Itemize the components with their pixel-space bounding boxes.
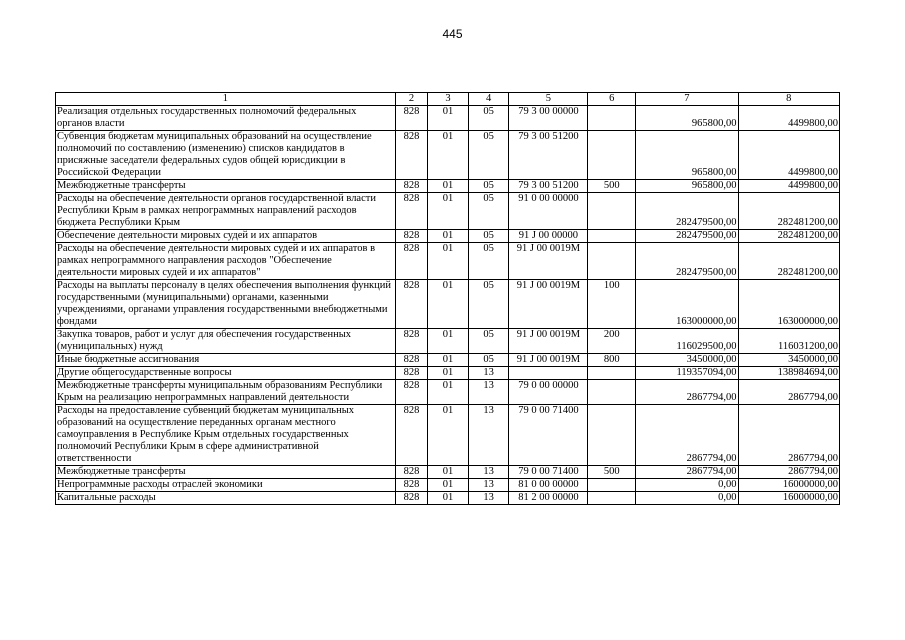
column-header: 5	[509, 93, 588, 106]
column-header: 1	[56, 93, 396, 106]
subsection-code: 05	[468, 180, 509, 193]
amount-column-7: 965800,00	[636, 180, 738, 193]
amount-column-8: 4499800,00	[738, 180, 839, 193]
table-row	[56, 492, 840, 505]
target-article-code: 79 3 00 51200	[509, 180, 588, 193]
target-article-code: 79 0 00 71400	[509, 405, 588, 466]
department-code: 828	[395, 180, 427, 193]
expense-name: Реализация отдельных государственных полномочий федеральных органов власти	[56, 106, 396, 131]
department-code: 828	[395, 479, 427, 492]
amount-column-7: 282479500,00	[636, 193, 738, 230]
table-row	[56, 329, 840, 354]
column-header: 8	[738, 93, 839, 106]
amount-column-8: 163000000,00	[738, 280, 839, 329]
table-row	[56, 466, 840, 479]
table-row	[56, 106, 840, 131]
section-code: 01	[428, 466, 469, 479]
section-code: 01	[428, 193, 469, 230]
department-code: 828	[395, 329, 427, 354]
subsection-code: 13	[468, 492, 509, 505]
section-code: 01	[428, 180, 469, 193]
department-code: 828	[395, 380, 427, 405]
expense-type-code	[588, 492, 636, 505]
target-article-code	[509, 367, 588, 380]
amount-column-8: 138984694,00	[738, 367, 839, 380]
amount-column-7: 116029500,00	[636, 329, 738, 354]
department-code: 828	[395, 131, 427, 180]
target-article-code: 91 J 00 0019М	[509, 329, 588, 354]
table-row	[56, 180, 840, 193]
target-article-code: 91 0 00 00000	[509, 193, 588, 230]
amount-column-7: 2867794,00	[636, 405, 738, 466]
subsection-code: 05	[468, 354, 509, 367]
column-header: 6	[588, 93, 636, 106]
department-code: 828	[395, 354, 427, 367]
amount-column-7: 2867794,00	[636, 466, 738, 479]
expense-type-code	[588, 106, 636, 131]
department-code: 828	[395, 405, 427, 466]
subsection-code: 05	[468, 280, 509, 329]
table-row	[56, 280, 840, 329]
section-code: 01	[428, 131, 469, 180]
table-row	[56, 380, 840, 405]
amount-column-7: 119357094,00	[636, 367, 738, 380]
amount-column-7: 0,00	[636, 492, 738, 505]
target-article-code: 79 3 00 51200	[509, 131, 588, 180]
amount-column-7: 0,00	[636, 479, 738, 492]
subsection-code: 13	[468, 466, 509, 479]
department-code: 828	[395, 230, 427, 243]
subsection-code: 05	[468, 193, 509, 230]
expense-type-code	[588, 367, 636, 380]
page-number: 445	[442, 27, 463, 41]
expense-name: Субвенция бюджетам муниципальных образований на осуществление полномочий по составлению (изменению) списков кандидатов в присяжные заседатели федеральных судов общей юрисдикции в Российской Федерации	[56, 131, 396, 180]
amount-column-7: 282479500,00	[636, 230, 738, 243]
department-code: 828	[395, 193, 427, 230]
department-code: 828	[395, 243, 427, 280]
subsection-code: 05	[468, 131, 509, 180]
table-row	[56, 230, 840, 243]
column-header: 2	[395, 93, 427, 106]
amount-column-8: 4499800,00	[738, 106, 839, 131]
table-row	[56, 405, 840, 466]
subsection-code: 13	[468, 380, 509, 405]
amount-column-8: 16000000,00	[738, 479, 839, 492]
subsection-code: 05	[468, 329, 509, 354]
amount-column-7: 965800,00	[636, 131, 738, 180]
amount-column-8: 2867794,00	[738, 380, 839, 405]
section-code: 01	[428, 380, 469, 405]
expense-name: Закупка товаров, работ и услуг для обеспечения государственных (муниципальных) нужд	[56, 329, 396, 354]
amount-column-7: 3450000,00	[636, 354, 738, 367]
department-code: 828	[395, 492, 427, 505]
target-article-code: 79 3 00 00000	[509, 106, 588, 131]
amount-column-8: 282481200,00	[738, 193, 839, 230]
expense-name: Расходы на предоставление субвенций бюджетам муниципальных образований на осуществление переданных органам местного самоуправления в Республике Крым отдельных государственных полномочий Республики Крым в сфере административной ответственности	[56, 405, 396, 466]
section-code: 01	[428, 354, 469, 367]
subsection-code: 13	[468, 405, 509, 466]
expense-name: Межбюджетные трансферты	[56, 180, 396, 193]
amount-column-7: 163000000,00	[636, 280, 738, 329]
expense-type-code	[588, 193, 636, 230]
section-code: 01	[428, 367, 469, 380]
section-code: 01	[428, 106, 469, 131]
section-code: 01	[428, 280, 469, 329]
target-article-code: 79 0 00 71400	[509, 466, 588, 479]
amount-column-7: 2867794,00	[636, 380, 738, 405]
column-header: 4	[468, 93, 509, 106]
expense-type-code: 800	[588, 354, 636, 367]
department-code: 828	[395, 106, 427, 131]
amount-column-8: 4499800,00	[738, 131, 839, 180]
subsection-code: 13	[468, 479, 509, 492]
target-article-code: 91 J 00 0019М	[509, 280, 588, 329]
expense-name: Межбюджетные трансферты	[56, 466, 396, 479]
target-article-code: 91 J 00 00000	[509, 230, 588, 243]
amount-column-8: 282481200,00	[738, 230, 839, 243]
expense-name: Расходы на выплаты персоналу в целях обеспечения выполнения функций государственными (муниципальными) органами, казенными учреждениями, органами управления государственными внебюджетными фондами	[56, 280, 396, 329]
target-article-code: 91 J 00 0019М	[509, 243, 588, 280]
subsection-code: 13	[468, 367, 509, 380]
expense-name: Непрограммные расходы отраслей экономики	[56, 479, 396, 492]
target-article-code: 91 J 00 0019М	[509, 354, 588, 367]
budget-table	[55, 92, 840, 505]
expense-type-code	[588, 243, 636, 280]
section-code: 01	[428, 492, 469, 505]
expense-type-code	[588, 380, 636, 405]
target-article-code: 79 0 00 00000	[509, 380, 588, 405]
expense-type-code: 500	[588, 180, 636, 193]
target-article-code: 81 0 00 00000	[509, 479, 588, 492]
amount-column-8: 116031200,00	[738, 329, 839, 354]
department-code: 828	[395, 280, 427, 329]
target-article-code: 81 2 00 00000	[509, 492, 588, 505]
amount-column-7: 282479500,00	[636, 243, 738, 280]
table-row	[56, 243, 840, 280]
amount-column-8: 282481200,00	[738, 243, 839, 280]
table-row	[56, 479, 840, 492]
subsection-code: 05	[468, 243, 509, 280]
amount-column-8: 3450000,00	[738, 354, 839, 367]
amount-column-7: 965800,00	[636, 106, 738, 131]
amount-column-8: 16000000,00	[738, 492, 839, 505]
expense-type-code	[588, 131, 636, 180]
expense-type-code	[588, 405, 636, 466]
expense-name: Расходы на обеспечение деятельности органов государственной власти Республики Крым в рамках непрограммных направлений расходов бюджета Республики Крым	[56, 193, 396, 230]
section-code: 01	[428, 405, 469, 466]
column-header: 3	[428, 93, 469, 106]
expense-type-code	[588, 230, 636, 243]
amount-column-8: 2867794,00	[738, 405, 839, 466]
department-code: 828	[395, 466, 427, 479]
expense-name: Расходы на обеспечение деятельности мировых судей и их аппаратов в рамках непрограммного направления расходов "Обеспечение деятельности мировых судей и их аппаратов"	[56, 243, 396, 280]
expense-name: Капитальные расходы	[56, 492, 396, 505]
expense-name: Межбюджетные трансферты муниципальным образованиям Республики Крым на реализацию непрограммных направлений деятельности	[56, 380, 396, 405]
table-row	[56, 193, 840, 230]
expense-name: Обеспечение деятельности мировых судей и их аппаратов	[56, 230, 396, 243]
amount-column-8: 2867794,00	[738, 466, 839, 479]
expense-type-code: 500	[588, 466, 636, 479]
expense-name: Иные бюджетные ассигнования	[56, 354, 396, 367]
expense-type-code: 200	[588, 329, 636, 354]
subsection-code: 05	[468, 106, 509, 131]
table-header-row	[56, 93, 840, 106]
department-code: 828	[395, 367, 427, 380]
table-row	[56, 131, 840, 180]
table-row	[56, 367, 840, 380]
expense-type-code: 100	[588, 280, 636, 329]
section-code: 01	[428, 329, 469, 354]
expense-type-code	[588, 479, 636, 492]
subsection-code: 05	[468, 230, 509, 243]
section-code: 01	[428, 243, 469, 280]
expense-name: Другие общегосударственные вопросы	[56, 367, 396, 380]
section-code: 01	[428, 230, 469, 243]
section-code: 01	[428, 479, 469, 492]
table-row	[56, 354, 840, 367]
column-header: 7	[636, 93, 738, 106]
